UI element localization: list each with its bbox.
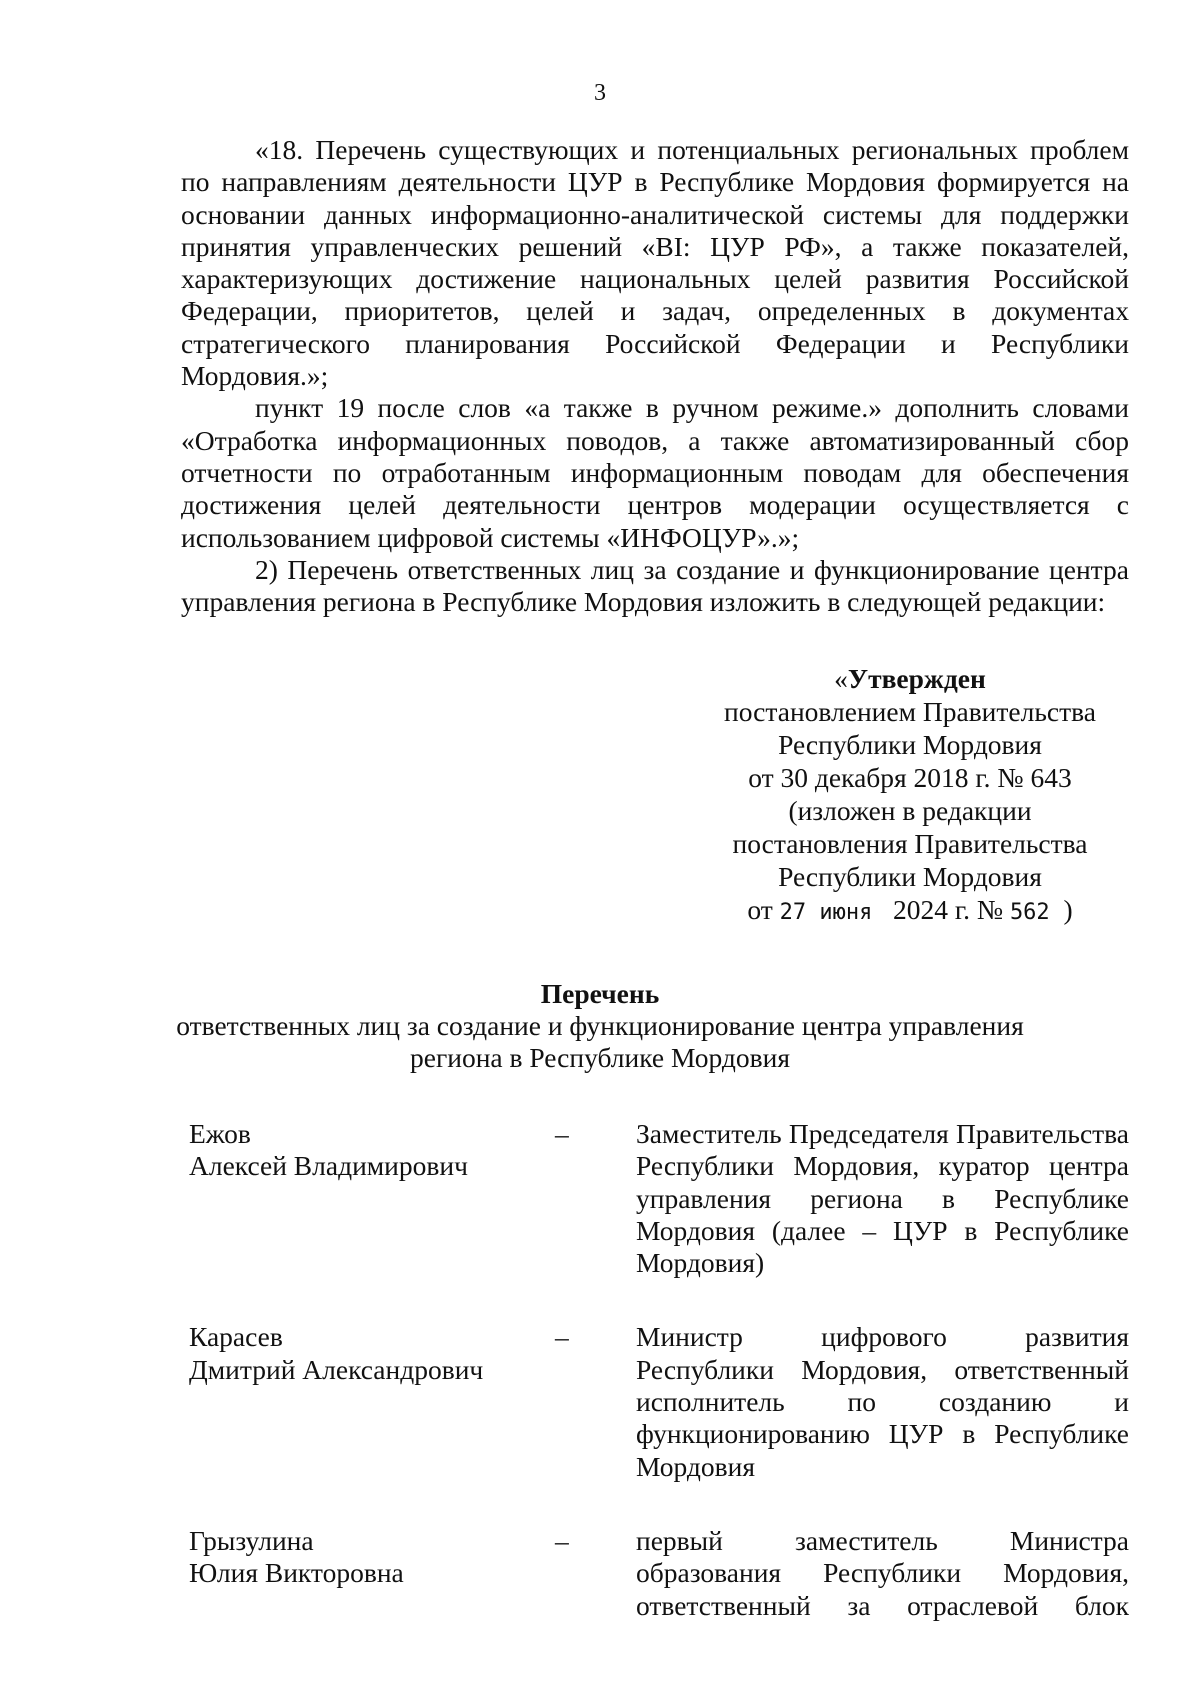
approval-date-number: 562 bbox=[1009, 900, 1050, 925]
person-surname: Ежов bbox=[189, 1118, 251, 1149]
dash-separator: – bbox=[555, 1118, 569, 1149]
person-given-names: Юлия Викторовна bbox=[189, 1557, 404, 1589]
person-entry bbox=[189, 1525, 1129, 1622]
list-subtitle-line-2: региона в Республике Мордовия bbox=[410, 1042, 790, 1073]
responsible-persons-list bbox=[189, 1118, 1129, 1664]
person-entry bbox=[189, 1118, 1129, 1279]
paragraph-item-18: «18. Перечень существующих и потенциальных региональных проблем по направлениям деятельности ЦУР в Республике Мордовия формируется на основании данных информационно-аналитической системы для поддержки принятия управленческих решений «BI: ЦУР РФ», а также показателей, характеризующих достижение национальных целей развития Российской Федерации, приоритетов, целей и задач, определенных в документах стратегического планирования Российской Федерации и Республики Мордовия.»; bbox=[181, 134, 1129, 392]
person-name bbox=[189, 1525, 549, 1622]
approval-line-1: постановлением Правительства bbox=[724, 696, 1096, 727]
person-name bbox=[189, 1321, 549, 1482]
person-role: Министр цифрового развития Республики Мордовия, ответственный исполнитель по созданию и функционированию ЦУР в Республике Мордовия bbox=[636, 1321, 1129, 1482]
person-surname: Грызулина bbox=[189, 1524, 314, 1556]
list-title: Перечень bbox=[540, 978, 660, 1009]
list-subtitle-line-1: ответственных лиц за создание и функционирование центра управления bbox=[176, 1010, 1024, 1041]
approval-date-close: ) bbox=[1063, 894, 1073, 925]
person-name bbox=[189, 1118, 549, 1279]
dash-separator: – bbox=[555, 1524, 569, 1556]
person-entry bbox=[189, 1321, 1129, 1482]
person-role: первый заместитель Министра образования Республики Мордовия, ответственный за отраслевой блок bbox=[636, 1524, 1129, 1621]
approval-stamp-block bbox=[690, 662, 1130, 929]
dash-separator: – bbox=[555, 1321, 569, 1353]
person-given-names: Дмитрий Александрович bbox=[189, 1353, 484, 1385]
approval-line-3: от 30 декабря 2018 г. № 643 bbox=[748, 762, 1072, 793]
person-role: Заместитель Председателя Правительства Республики Мордовия, куратор центра управления региона в Республике Мордовия (далее – ЦУР в Республике Мордовия) bbox=[636, 1118, 1129, 1279]
approval-line-2: Республики Мордовия bbox=[778, 729, 1042, 760]
approval-title-line bbox=[690, 662, 1130, 695]
person-surname: Карасев bbox=[189, 1321, 283, 1353]
approval-quote-open: « bbox=[834, 663, 848, 694]
approval-line-4: (изложен в редакции bbox=[788, 795, 1032, 826]
approval-line-5: постановления Правительства bbox=[732, 828, 1088, 859]
approval-date-line bbox=[690, 893, 1130, 929]
approval-title: Утвержден bbox=[847, 663, 986, 694]
body-text bbox=[181, 134, 1129, 618]
person-given-names: Алексей Владимирович bbox=[189, 1150, 468, 1182]
approval-line-6: Республики Мордовия bbox=[778, 861, 1042, 892]
paragraph-list-amendment: 2) Перечень ответственных лиц за создание и функционирование центра управления региона в Республике Мордовия изложить в следующей редакции: bbox=[181, 553, 1129, 618]
paragraph-item-19-amendment: пункт 19 после слов «а также в ручном режиме.» дополнить словами «Отработка информационных поводов, а также автоматизированный сбор отчетности по отработанным информационным поводам для обеспечения достижения целей деятельности центров модерации осуществляется с использованием цифровой системы «ИНФОЦУР».»; bbox=[181, 392, 1129, 553]
approval-date-prefix: от bbox=[747, 894, 773, 925]
list-title-block bbox=[0, 978, 1200, 1074]
approval-date-year: 2024 г. № bbox=[893, 894, 1004, 925]
approval-date-day-month: 27 июня bbox=[779, 900, 873, 925]
page-number: 3 bbox=[594, 80, 606, 106]
